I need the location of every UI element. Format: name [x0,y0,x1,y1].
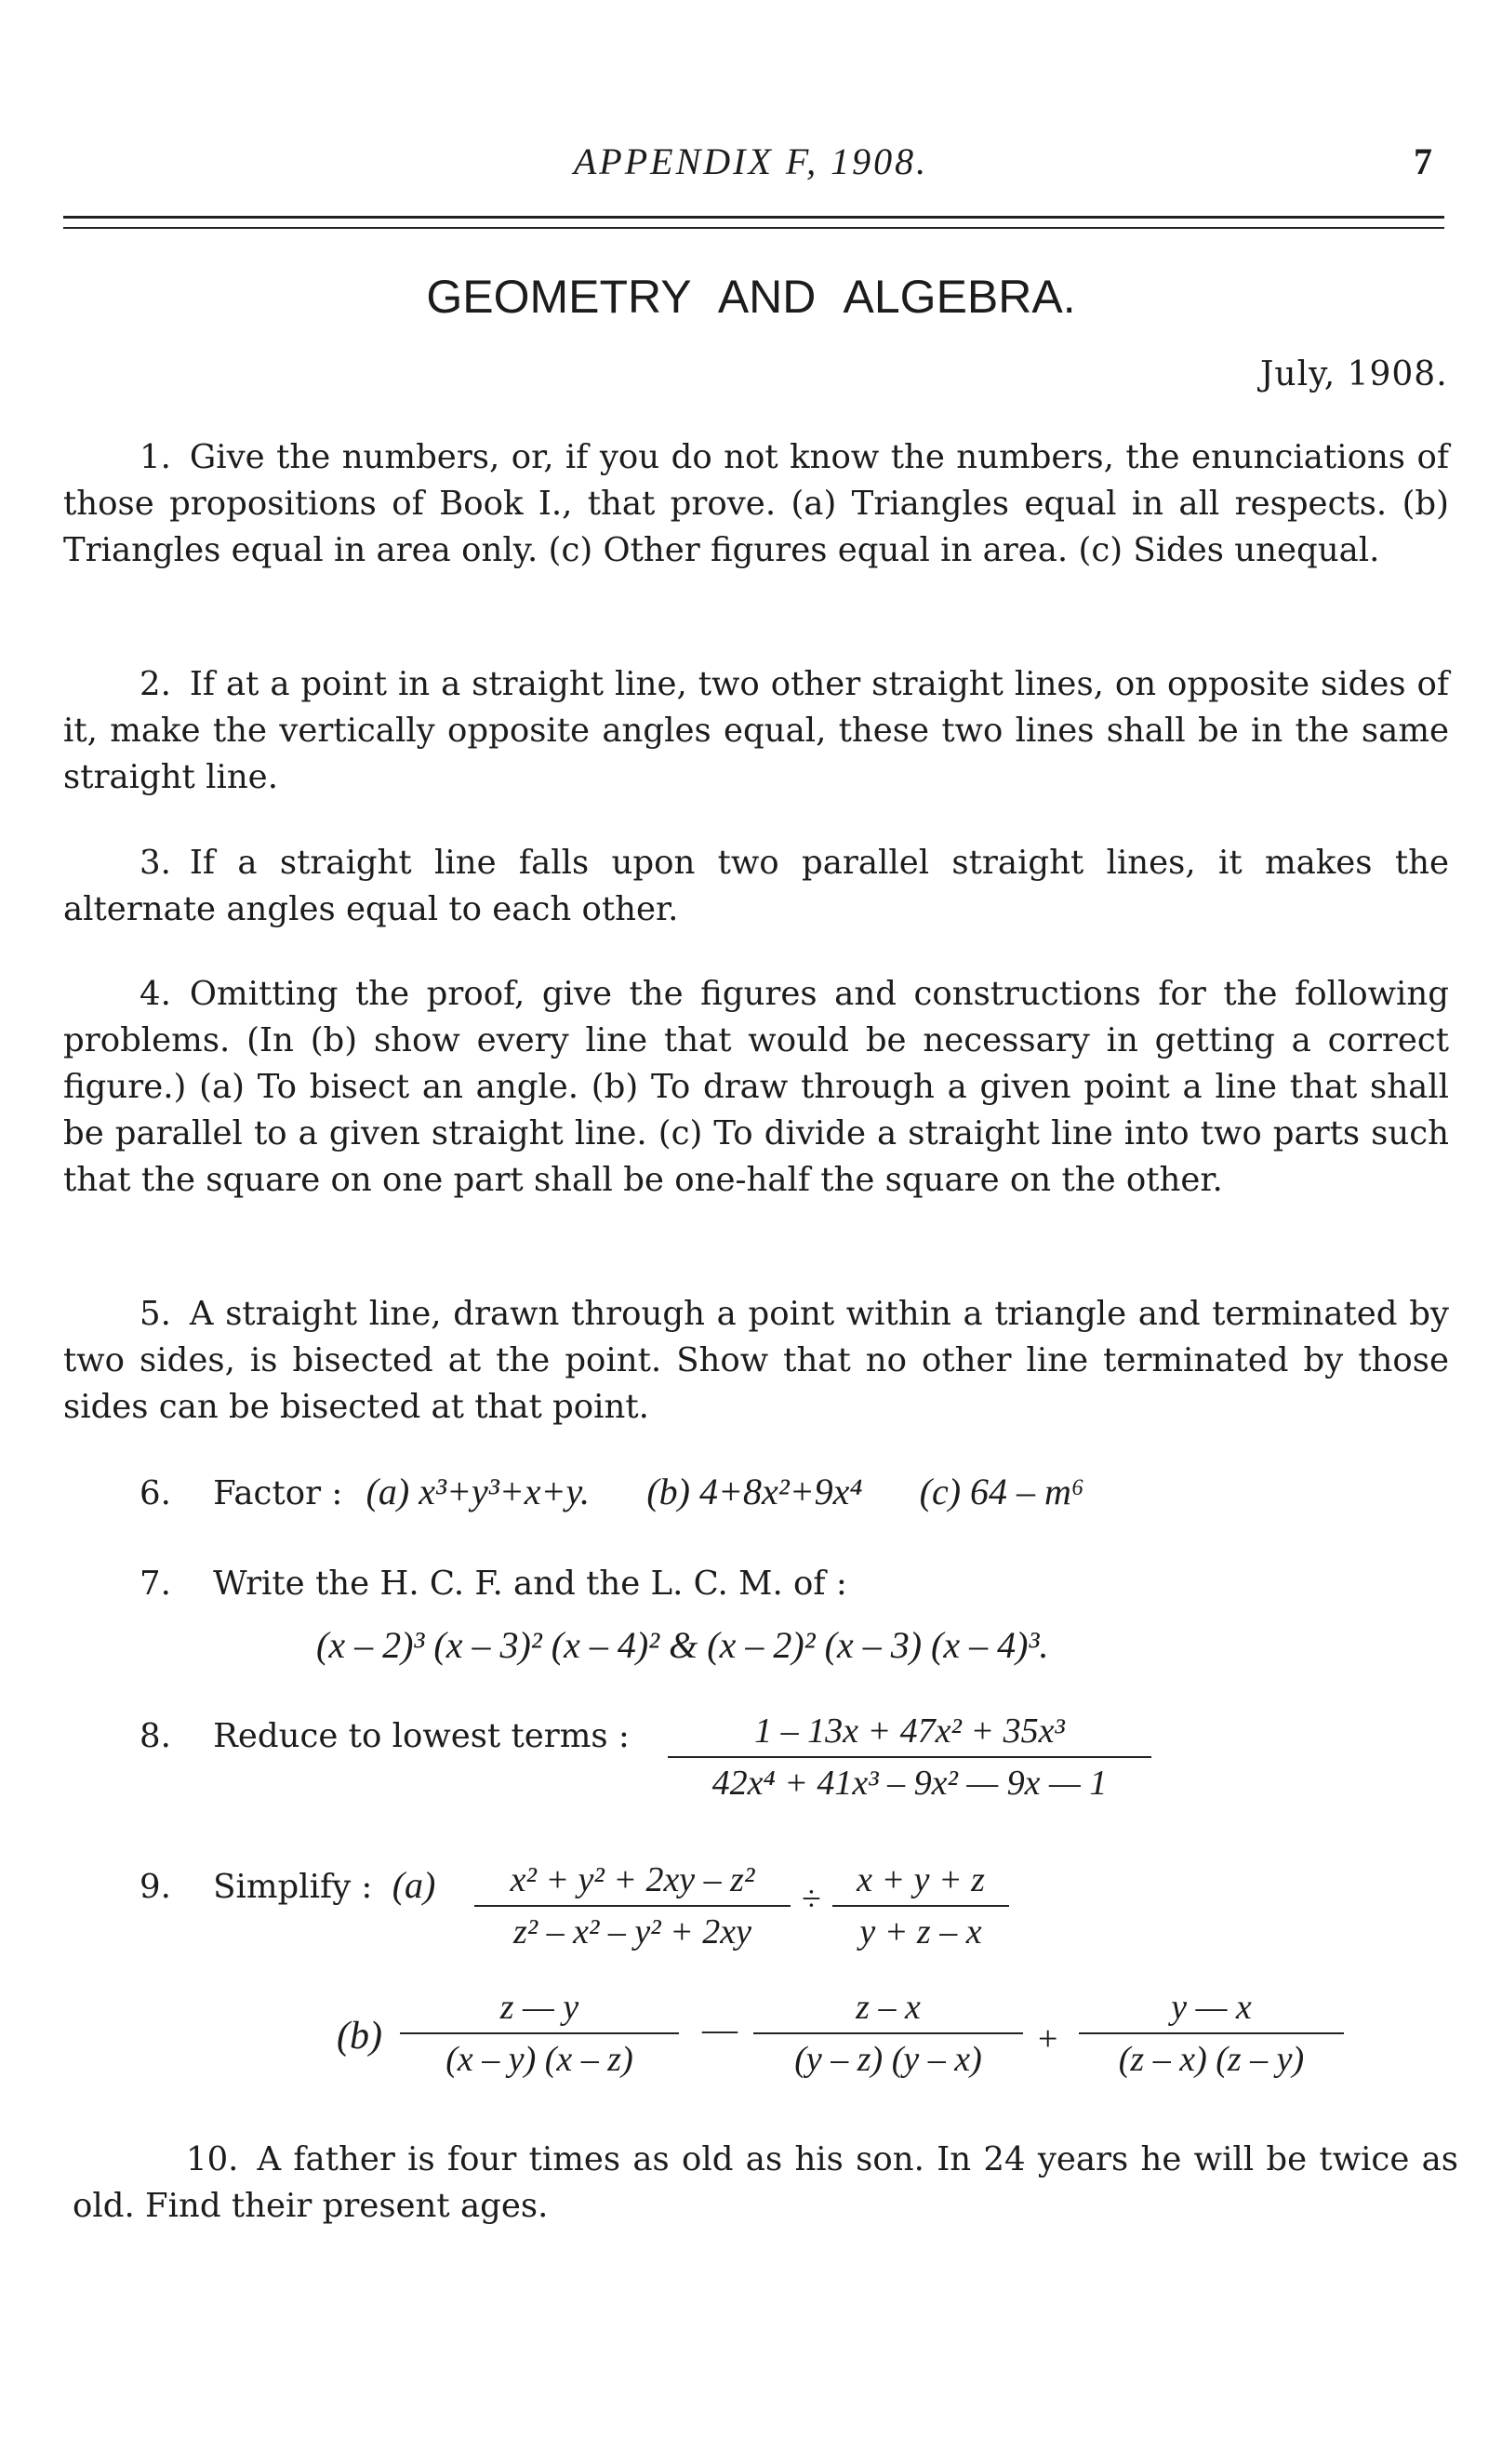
question-text: Write the H. C. F. and the L. C. M. of : [213,1565,847,1603]
fraction-bar [832,1905,1009,1907]
fraction-bar [753,2032,1023,2034]
question-text: A straight line, drawn through a point within a triangle and terminated by two sides, is bisected at the point. Show that no other line terminated by those sides can be bisected at that point. [63,1295,1449,1426]
division-operator: ÷ [802,1880,821,1919]
fraction-bar [668,1756,1151,1758]
question-6 [140,1470,1084,1513]
simplify-a-fraction-1 [474,1858,791,1953]
question-number: 2. [140,665,171,703]
fraction-denominator: 42x⁴ + 41x³ – 9x² — 9x — 1 [711,1764,1108,1803]
simplify-b-fraction-1 [400,1986,679,2081]
question-1 [63,434,1449,574]
plus-operator: + [1038,2019,1058,2058]
question-number: 6. [140,1474,171,1512]
question-number: 4. [140,975,171,1013]
simplify-b-fraction-3 [1079,1986,1344,2081]
fraction-numerator: z – x [856,1988,921,2027]
simplify-b-fraction-2 [753,1986,1023,2081]
fraction-bar [400,2032,679,2034]
question-number: 8. [140,1717,171,1755]
fraction-denominator: (x – y) (x – z) [445,2040,633,2079]
question-2 [63,661,1449,801]
factor-part-b: (b) 4+8x²+9x⁴ [646,1471,863,1512]
fraction-numerator: y — x [1171,1988,1252,2027]
fraction-numerator: x² + y² + 2xy – z² [510,1860,755,1899]
fraction-numerator: x + y + z [857,1860,985,1899]
fraction-numerator: z — y [499,1988,579,2027]
minus-operator: — [702,2010,738,2049]
reduce-fraction [668,1710,1151,1805]
question-label: Reduce to lowest terms : [213,1717,630,1755]
question-number: 10. [186,2140,239,2178]
fraction-denominator: (z – x) (z – y) [1118,2040,1305,2079]
question-8 [140,1717,630,1755]
exam-date: July, 1908. [1260,355,1448,393]
question-text: If a straight line falls upon two parallel straight lines, it makes the alternate angles equal to each other. [63,844,1449,928]
question-text: A father is four times as old as his son. In 24 years he will be twice as old. Find their present ages. [73,2140,1458,2225]
question-10 [73,2137,1458,2230]
question-9 [140,1863,435,1907]
question-5 [63,1291,1449,1431]
page-number: 7 [1414,140,1432,182]
fraction-bar [474,1905,791,1907]
question-number: 5. [140,1295,171,1333]
factor-part-a: (a) x³+y³+x+y. [366,1471,591,1512]
question-4 [63,971,1449,1204]
question-3 [63,840,1449,933]
question-number: 9. [140,1868,171,1906]
running-head: APPENDIX F, 1908. [573,140,929,182]
fraction-numerator: 1 – 13x + 47x² + 35x³ [754,1711,1065,1751]
factor-part-c: (c) 64 – m⁶ [919,1471,1084,1512]
fraction-denominator: z² – x² – y² + 2xy [512,1912,752,1951]
fraction-bar [1079,2032,1344,2034]
simplify-part-a-label: (a) [392,1864,436,1906]
header-rule-thin [63,227,1444,229]
question-text: If at a point in a straight line, two other straight lines, on opposite sides of it, make the vertically opposite angles equal, these two lines shall be in the same straight line. [63,665,1449,796]
fraction-denominator: y + z – x [859,1912,982,1951]
question-7 [140,1565,847,1603]
simplify-a-fraction-2 [832,1858,1009,1953]
hcf-lcm-expression: (x – 2)³ (x – 3)² (x – 4)² & (x – 2)² (x – 3) (x – 4)³. [316,1624,1049,1666]
question-number: 1. [140,438,171,476]
header-rule-thick [63,216,1444,219]
question-text: Omitting the proof, give the figures and constructions for the following problems. (In (b) show every line that would be necessary in getting a correct figure.) (a) To bisect an angle. (b) To draw through a given point a line that shall be parallel to a given straight line. (c) To divide a straight line into two parts such that the square on one part shall be one-half the square on the other. [63,975,1449,1199]
question-number: 3. [140,844,171,882]
question-text: Give the numbers, or, if you do not know the numbers, the enunciations of those propositions of Book I., that prove. (a) Triangles equal in all respects. (b) Triangles equal in area only. (c) Other figures equal in area. (c) Sides unequal. [63,438,1449,569]
question-label: Simplify : [213,1868,373,1906]
fraction-denominator: (y – z) (y – x) [794,2040,982,2079]
question-number: 7. [140,1565,171,1603]
simplify-part-b-label: (b) [337,2015,382,2058]
page-title: GEOMETRY AND ALGEBRA. [426,271,1076,323]
question-label: Factor : [213,1474,343,1512]
